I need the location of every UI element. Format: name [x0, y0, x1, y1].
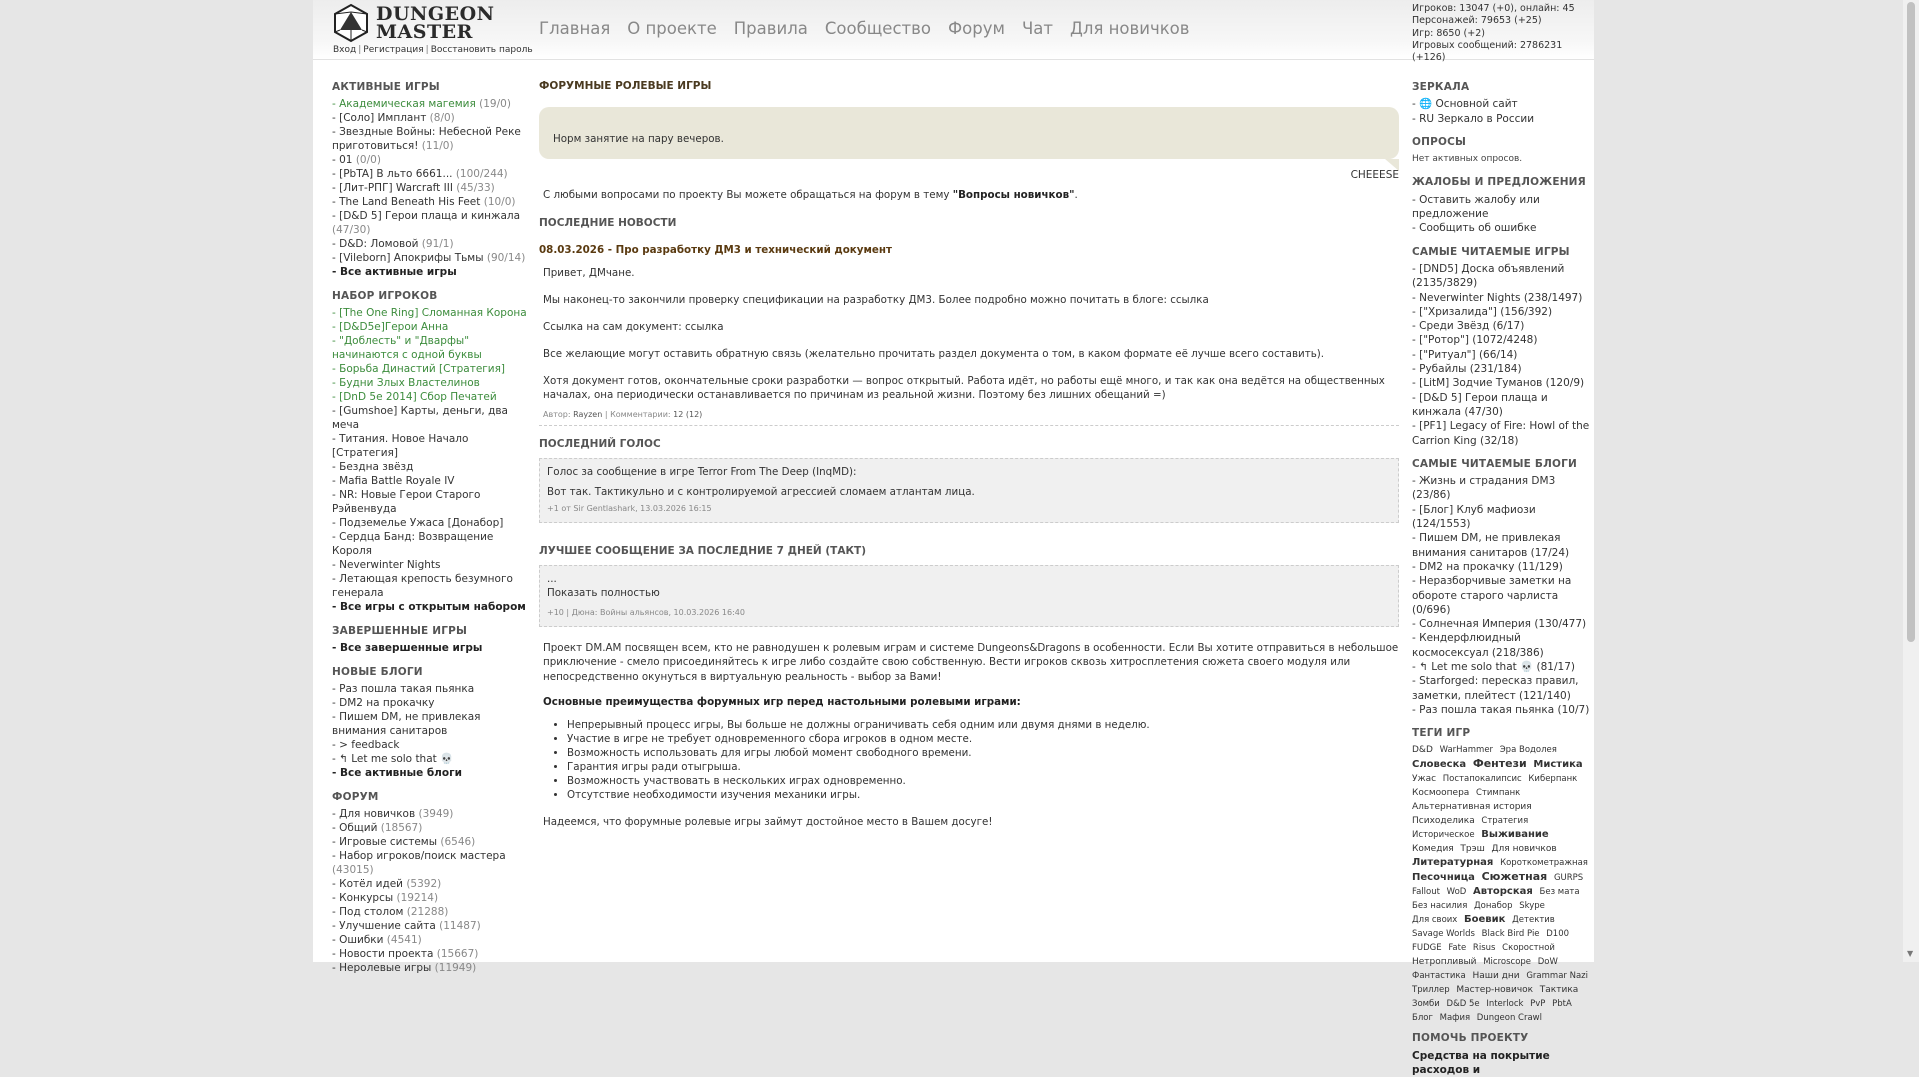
top-game-item[interactable]: - Среди Звёзд (6/17) — [1412, 320, 1525, 333]
tag-link[interactable]: Нетропливый — [1412, 957, 1477, 968]
tag-link[interactable]: Microscope — [1483, 957, 1532, 968]
tag-link[interactable]: Зомби — [1412, 999, 1440, 1010]
all-finished-games-link[interactable]: - Все завершенные игры — [332, 642, 483, 654]
tag-link[interactable]: Литературная — [1412, 857, 1494, 869]
tag-link[interactable]: Постапокалипсис — [1442, 774, 1522, 785]
forum-list — [332, 807, 532, 975]
tag-link[interactable]: Ужас — [1412, 774, 1437, 785]
top-blogs-list — [1412, 474, 1592, 717]
forum-item[interactable]: - Набор игроков/поиск мастера (43015) — [332, 850, 506, 876]
active-game-item[interactable]: - [Лит-РПГ] Warcraft III (45/33) — [332, 182, 495, 194]
new-blogs-list — [332, 682, 532, 780]
active-game-item[interactable]: - [D&D 5] Герои плаща и кинжала (47/30) — [332, 210, 521, 236]
tag-link[interactable]: Сюжетная — [1481, 870, 1548, 884]
nav-chat[interactable]: Чат — [1021, 19, 1054, 38]
tag-link[interactable]: Без мата — [1539, 887, 1580, 898]
top-game-item[interactable]: - [PF1] Legacy of Fire: Howl of the Carrion King (32/18) — [1412, 420, 1590, 447]
recruit-item[interactable]: - Mafia Battle Royale IV — [332, 475, 455, 487]
tag-link[interactable]: Словеска — [1412, 759, 1467, 771]
advantages-list — [539, 718, 1399, 802]
advantage-item: • Гарантия игры ради отыгрыша. — [567, 760, 1399, 774]
tag-link[interactable]: D100 — [1546, 929, 1570, 940]
tag-link[interactable]: Киберпанк — [1528, 774, 1578, 785]
top-game-item[interactable]: - ["Хризалида"] (156/392) — [1412, 305, 1553, 318]
recruit-item[interactable]: - [DnD 5e 2014] Сбор Печатей — [332, 391, 497, 403]
page-title: ФОРУМНЫЕ РОЛЕВЫЕ ИГРЫ — [539, 80, 712, 92]
tag-link[interactable]: Мистика — [1533, 759, 1583, 771]
recruit-item[interactable]: - Летающая крепость безумного генерала — [332, 573, 513, 599]
tag-link[interactable]: Космоопера — [1412, 788, 1470, 799]
about-text: Проект DM.AM посвящен всем, кто не равнодушен к ролевым играм и системе Dungeons&Dragons в особенности. Если Вы хотите отправиться в небольшое приключение - смело присоединяйтесь к игре либо создайте свою собственную. Вести игроков сквозь хитросплетения сюжета своего модуля или непосредственно окунуться в виртуальную реальность - выбор за Вами! — [543, 642, 1399, 683]
stats-messages: Игровых сообщений: 2786231 (+126) — [1412, 39, 1563, 64]
restore-password-link[interactable]: Восстановить пароль — [430, 45, 533, 55]
tag-link[interactable]: Донабор — [1474, 901, 1513, 912]
forum-item[interactable]: - Конкурсы (19214) — [332, 892, 439, 904]
tag-link[interactable]: Fallout — [1412, 887, 1440, 898]
news-paragraph: Мы наконец-то закончили проверку спецификации на разработку ДМ3. Более подробно можно почитать в блоге: ссылка — [543, 294, 1209, 306]
vote-meta: +1 от Sir Gentlashark, 13.03.2026 16:15 — [547, 504, 712, 513]
tag-link[interactable]: Savage Worlds — [1412, 929, 1475, 940]
active-game-item[interactable]: - Академическая магемия (19/0) — [332, 98, 511, 110]
tag-link[interactable]: Fate — [1448, 943, 1467, 954]
auth-links: Вход | Регистрация | Восстановить пароль — [333, 45, 533, 55]
news-title: ПОСЛЕДНИЕ НОВОСТИ — [539, 217, 677, 229]
news-paragraph: Привет, ДМчане. — [543, 267, 635, 279]
tag-link[interactable]: Стратегия — [1481, 816, 1529, 827]
tag-link[interactable]: Фантастика — [1412, 971, 1466, 982]
recruit-item[interactable]: - Подземелье Ужаса [Донабор] — [332, 517, 504, 529]
help-project-link[interactable]: Средства на покрытие расходов и — [1412, 1049, 1550, 1077]
recruit-item[interactable]: - NR: Новые Герои Старого Рэйвенвуда — [332, 489, 481, 515]
top-games-title: САМЫЕ ЧИТАЕМЫЕ ИГРЫ — [1412, 245, 1570, 258]
active-game-item[interactable]: - [Vileborn] Апокрифы Тьмы (90/14) — [332, 252, 526, 264]
active-games-list — [332, 97, 532, 279]
newbie-note: С любыми вопросами по проекту Вы можете обращаться на форум в тему "Вопросы новичков". — [543, 189, 1078, 201]
quote-author: CHEEESE — [1350, 169, 1399, 181]
tag-link[interactable]: Авторская — [1473, 886, 1533, 898]
recruit-title: НАБОР ИГРОКОВ — [332, 290, 438, 302]
advantage-item: • Участие в игре не требует одновременного сбора игроков в одном месте. — [567, 732, 1399, 746]
forum-item[interactable]: - Для новичков (3949) — [332, 808, 454, 820]
recruit-item[interactable]: - [Gumshoe] Карты, деньги, два меча — [332, 405, 508, 431]
register-link[interactable]: Регистрация — [363, 45, 424, 55]
advantages-title: Основные преимущества форумных игр перед настольными ролевыми играми: — [543, 695, 1021, 708]
logo-line-1: DUNGEON — [376, 3, 495, 25]
scrollbar-thumb[interactable] — [1907, 2, 1915, 642]
forum-title: ФОРУМ — [332, 791, 379, 803]
top-game-item[interactable]: - [D&D 5] Герои плаща и кинжала (47/30) — [1412, 391, 1548, 418]
recruit-item[interactable]: - Борьба Династий [Стратегия] — [332, 363, 506, 375]
tag-link[interactable]: Skype — [1519, 901, 1545, 912]
top-blog-item[interactable]: - Кендерфлюидный космосексуал (218/386) — [1412, 632, 1544, 659]
site-header — [313, 0, 1594, 64]
news-paragraph: Все желающие могут оставить обратную связь (желательно прочитать раздел документа о том, в каком формате её лучше всего составить). — [543, 348, 1325, 360]
mirror-main-link[interactable]: - 🌐 Основной сайт — [1412, 98, 1518, 111]
recruit-item[interactable]: - [The One Ring] Сломанная Корона — [332, 307, 527, 319]
forum-item[interactable]: - Ошибки (4541) — [332, 934, 422, 946]
top-blog-item[interactable]: - ↰ Let me solo that 💀 (81/17) — [1412, 660, 1575, 673]
forum-item[interactable]: - Котёл идей (5392) — [332, 878, 442, 890]
forum-item[interactable]: - Неролевые игры (11949) — [332, 962, 477, 974]
newbie-questions-link[interactable]: "Вопросы новичков" — [952, 189, 1075, 201]
top-game-item[interactable]: - [LitM] Зодчие Туманов (120/9) — [1412, 377, 1585, 390]
best-message-meta: +10 | Дюна: Войны альянсов, 10.03.2026 16:40 — [547, 608, 745, 617]
stats-players: Игроков: 13047 (+0), онлайн: 45 — [1412, 3, 1575, 14]
tag-link[interactable]: FUDGE — [1412, 943, 1442, 954]
top-game-item[interactable]: - Neverwinter Nights (238/1497) — [1412, 291, 1583, 304]
show-full-link[interactable]: Показать полностью — [547, 587, 660, 599]
tag-link[interactable]: Скоростной — [1502, 943, 1555, 954]
logo-line-2: MASTER — [376, 21, 473, 43]
tag-link[interactable]: D&D 5e — [1446, 999, 1480, 1010]
all-recruit-games-link[interactable]: - Все игры с открытым набором — [332, 601, 526, 613]
blog-item[interactable]: - ↰ Let me solo that 💀 — [332, 753, 454, 765]
best-message-title: ЛУЧШЕЕ СООБЩЕНИЕ ЗА ПОСЛЕДНИЕ 7 ДНЕЙ (ТАКТ) — [539, 545, 866, 557]
page-wrapper — [313, 0, 1594, 1077]
vote-text: Вот так. Тактикульно и с контролируемой агрессией сломаем атлантам лица. — [547, 486, 975, 498]
mirror-russia-link[interactable]: - RU Зеркало в России — [1412, 112, 1535, 125]
login-link[interactable]: Вход — [333, 45, 357, 55]
help-project-title: ПОМОЧЬ ПРОЕКТУ — [1412, 1032, 1529, 1045]
site-stats — [1412, 3, 1594, 64]
polls-empty: Нет активных опросов. — [1412, 154, 1523, 165]
top-blog-item[interactable]: - Неразборчивые заметки на обороте старого чарлиста (0/696) — [1412, 575, 1572, 616]
advantage-item: • Возможность использовать для игры любой момент свободного времени. — [567, 746, 1399, 760]
nav-newbies[interactable]: Для новичков — [1070, 19, 1190, 38]
top-game-item[interactable]: - ["Ротор"] (1072/4248) — [1412, 334, 1538, 347]
all-active-blogs-link[interactable]: - Все активные блоги — [332, 767, 462, 779]
tag-link[interactable]: Фентези — [1472, 757, 1527, 771]
tag-link[interactable]: Dungeon Crawl — [1476, 1013, 1542, 1024]
nav-home[interactable]: Главная — [539, 19, 611, 38]
forum-item[interactable]: - Улучшение сайта (11487) — [332, 920, 481, 932]
tag-link[interactable]: DoW — [1537, 957, 1558, 968]
news-paragraph: Ссылка на сам документ: ссылка — [543, 321, 724, 333]
recruit-item[interactable]: - Бездна звёзд — [332, 461, 414, 473]
polls-title: ОПРОСЫ — [1412, 135, 1467, 148]
top-blog-item[interactable]: - [Блог] Клуб мафиози (124/1553) — [1412, 503, 1536, 531]
tag-link[interactable]: Мафия — [1439, 1013, 1471, 1024]
tag-link[interactable]: Детектив — [1512, 915, 1555, 926]
logo-text — [376, 5, 495, 41]
tag-link[interactable]: Эра Водолея — [1499, 745, 1557, 756]
recruit-item[interactable]: - "Доблесть" и "Дварфы" начинаются с одной буквы — [332, 335, 482, 361]
nav-rules[interactable]: Правила — [733, 19, 808, 38]
tag-link[interactable]: Песочница — [1412, 872, 1475, 884]
forum-item[interactable]: - Под столом (21288) — [332, 906, 449, 918]
tag-link[interactable]: PvP — [1530, 999, 1546, 1010]
quote-text: Норм занятие на пару вечеров. — [553, 133, 724, 145]
forum-item[interactable]: - Игровые системы (6546) — [332, 836, 476, 848]
tag-link[interactable]: D&D — [1412, 745, 1433, 756]
stats-characters: Персонажей: 79653 (+25) — [1412, 15, 1542, 27]
closing-text: Надеемся, что форумные ролевые игры займут достойное место в Вашем досуге! — [543, 815, 993, 828]
news-comments-link[interactable]: 12 (12) — [673, 410, 703, 419]
right-sidebar — [1412, 80, 1592, 1077]
top-game-item[interactable]: - Рубайлы (231/184) — [1412, 363, 1522, 376]
tag-link[interactable]: Трэш — [1460, 844, 1485, 855]
recruit-item[interactable]: - Титания. Новое Начало [Стратегия] — [332, 433, 469, 459]
recruit-item[interactable]: - Будни Злых Властелинов — [332, 377, 480, 389]
tag-link[interactable]: Тактика — [1539, 985, 1579, 996]
blog-item[interactable]: - > feedback — [332, 739, 400, 751]
top-games-list — [1412, 262, 1592, 448]
all-active-games-link[interactable]: - Все активные игры — [332, 266, 457, 278]
tag-link[interactable]: Боевик — [1464, 914, 1506, 926]
tag-link[interactable]: Триллер — [1412, 985, 1450, 996]
nav-about[interactable]: О проекте — [627, 19, 717, 38]
tag-link[interactable]: Выживание — [1481, 829, 1549, 841]
active-game-item[interactable]: - [Соло] Имплант (8/0) — [332, 112, 455, 124]
tag-link[interactable]: Без насилия — [1412, 901, 1468, 912]
report-bug-link[interactable]: - Сообщить об ошибке — [1412, 222, 1537, 235]
finished-games-title: ЗАВЕРШЕННЫЕ ИГРЫ — [332, 625, 468, 637]
active-game-item[interactable]: - Звездные Войны: Небесной Реке приготовиться! (11/0) — [332, 126, 521, 152]
new-blogs-title: НОВЫЕ БЛОГИ — [332, 666, 423, 678]
scroll-down-arrow-icon[interactable]: ▼ — [1907, 949, 1914, 958]
top-blog-item[interactable]: - Раз пошла такая пьянка (10/7) — [1412, 703, 1590, 716]
site-logo[interactable] — [332, 4, 495, 42]
active-game-item[interactable]: - [PbTA] В льто 6661... (100/244) — [332, 168, 508, 180]
top-blog-item[interactable]: - Солнечная Империя (130/477) — [1412, 618, 1587, 631]
news-headline[interactable]: 08.03.2026 - Про разработку ДМ3 и технический документ — [539, 244, 892, 256]
blog-item[interactable]: - Раз пошла такая пьянка — [332, 683, 475, 695]
news-meta: Автор: Rayzen | Комментарии: 12 (12) — [543, 410, 703, 419]
active-games-title: АКТИВНЫЕ ИГРЫ — [332, 81, 440, 93]
tag-link[interactable]: Для своих — [1412, 915, 1458, 926]
tag-link[interactable]: GURPS — [1553, 873, 1584, 884]
tag-link[interactable]: Grammar Nazi — [1526, 971, 1588, 982]
tag-link[interactable]: Мастер-новичок — [1456, 985, 1534, 996]
recruit-item[interactable]: - Сердца Банд: Возвращение Короля — [332, 531, 494, 557]
active-game-item[interactable]: - D&D: Ломовой (91/1) — [332, 238, 454, 250]
tag-link[interactable]: Историческое — [1412, 830, 1475, 841]
stats-games: Игр: 8650 (+2) — [1412, 27, 1485, 39]
top-blog-item[interactable]: - DM2 на прокачку (11/129) — [1412, 560, 1563, 573]
nav-forum[interactable]: Форум — [947, 19, 1005, 38]
top-blog-item[interactable]: - Пишем DM, не привлекая внимания санитаров (17/24) — [1412, 532, 1570, 559]
quote-bubble — [539, 107, 1399, 159]
d20-logo-icon — [332, 4, 370, 42]
tag-link[interactable]: Стимпанк — [1476, 788, 1521, 799]
vote-line[interactable]: Голос за сообщение в игре Terror From The Deep (InqMD): — [547, 466, 857, 478]
tag-link[interactable]: Для новичков — [1491, 844, 1557, 855]
tag-link[interactable]: Black Bird Pie — [1481, 929, 1540, 940]
top-blog-item[interactable]: - Жизнь и страдания DM3 (23/86) — [1412, 475, 1556, 502]
complaint-link[interactable]: - Оставить жалобу или предложение — [1412, 193, 1540, 221]
recruit-item[interactable]: - Neverwinter Nights — [332, 559, 441, 571]
recruit-item[interactable]: - [D&D5e]Герои Анна — [332, 321, 449, 333]
recruit-list — [332, 306, 532, 614]
complaints-title: ЖАЛОБЫ И ПРЕДЛОЖЕНИЯ — [1412, 176, 1586, 189]
top-blogs-title: САМЫЕ ЧИТАЕМЫЕ БЛОГИ — [1412, 457, 1578, 470]
tags-title: ТЕГИ ИГР — [1412, 727, 1471, 740]
active-game-item[interactable]: - 01 (0/0) — [332, 154, 381, 166]
news-paragraph: Хотя документ готов, окончательные сроки разработки — вопрос открытый. Работа идёт, но работы ещё много, и так как она ведётся на общественных началах, она периодически останавливается по причинам из реальной жизни. Поэтому без лишних обещаний =) — [543, 375, 1385, 401]
top-game-item[interactable]: - ["Ритуал"] (66/14) — [1412, 348, 1518, 361]
tag-link[interactable]: WoD — [1446, 887, 1467, 898]
tag-link[interactable]: Комедия — [1412, 844, 1454, 855]
page-scrollbar[interactable] — [1903, 0, 1919, 962]
best-message-box — [539, 565, 1399, 627]
mirrors-title: ЗЕРКАЛА — [1412, 81, 1470, 93]
left-sidebar — [332, 80, 532, 975]
tag-cloud — [1412, 743, 1592, 1025]
main-nav — [539, 19, 1190, 38]
nav-community[interactable]: Сообщество — [824, 19, 931, 38]
last-vote-box — [539, 458, 1399, 523]
tag-link[interactable]: Короткометражная — [1500, 858, 1588, 869]
news-author-link[interactable]: Rayzen — [573, 410, 603, 419]
active-game-item[interactable]: - The Land Beneath His Feet (10/0) — [332, 196, 516, 208]
forum-item[interactable]: - Общий (18567) — [332, 822, 423, 834]
last-vote-title: ПОСЛЕДНИЙ ГОЛОС — [539, 438, 661, 450]
tag-link[interactable]: Альтернативная история — [1412, 802, 1532, 813]
top-blog-item[interactable]: - Starforged: пересказ правил, заметки, плейтест (121/140) — [1412, 675, 1579, 702]
main-content — [539, 80, 1399, 828]
best-message-ellipsis: ... — [547, 573, 557, 585]
tag-link[interactable]: Блог — [1412, 1013, 1433, 1024]
top-game-item[interactable]: - [DND5] Доска объявлений (2135/3829) — [1412, 262, 1565, 290]
tag-link[interactable]: Risus — [1472, 943, 1496, 954]
advantage-item: • Непрерывный процесс игры, Вы больше не должны ограничивать себя одним или двумя днями в неделю. — [567, 718, 1399, 732]
blog-item[interactable]: - Пишем DM, не привлекая внимания санитаров — [332, 711, 481, 737]
tag-link[interactable]: Interlock — [1486, 999, 1524, 1010]
tag-link[interactable]: WarHammer — [1439, 745, 1494, 756]
tag-link[interactable]: Наши дни — [1472, 971, 1520, 982]
forum-item[interactable]: - Новости проекта (15667) — [332, 948, 479, 960]
tag-link[interactable]: Психоделика — [1412, 816, 1475, 827]
divider — [539, 425, 1399, 426]
blog-item[interactable]: - DM2 на прокачку — [332, 697, 435, 709]
advantage-item: • Отсутствие необходимости изучения механики игры. — [567, 788, 1399, 802]
tag-link[interactable]: PbtA — [1552, 999, 1572, 1010]
advantage-item: • Возможность участвовать в нескольких играх одновременно. — [567, 774, 1399, 788]
